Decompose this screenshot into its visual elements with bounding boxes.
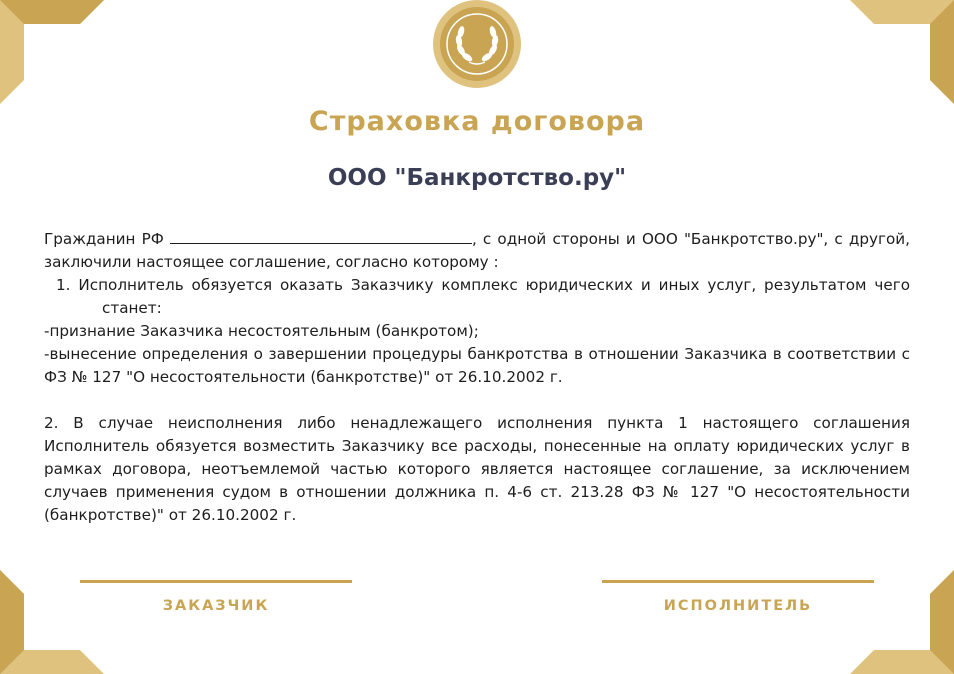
clause-1-bullet-2: -вынесение определения о завершении процедуры банкротства в отношении Заказчика в соответствии с ФЗ № 127 "О несостоятельности (банкротстве)" от 26.10.2002 г. (44, 345, 910, 386)
corner-ornament-bottom-right (850, 570, 954, 674)
intro-paragraph (44, 228, 910, 274)
corner-ornament-top-right (850, 0, 954, 104)
contractor-label: ИСПОЛНИТЕЛЬ (663, 598, 813, 614)
clause-1: 1. Исполнитель обязуется оказать Заказчику комплекс юридических и иных услуг, результатом чего станет: (56, 276, 910, 317)
citizen-name-blank (170, 228, 472, 244)
intro-text-before: Гражданин РФ (44, 230, 170, 248)
contractor-signature-line (602, 580, 874, 583)
corner-ornament-top-left (0, 0, 104, 104)
company-name: ООО "Банкротство.ру" (327, 165, 627, 191)
clause-2: 2. В случае неисполнения либо ненадлежащего исполнения пункта 1 настоящего соглашения Исполнитель обязуется возместить Заказчику все расходы, понесенные на оплату юридических услуг в рамках договора, неотъемлемой частью которого является настоящее соглашение, за исключением случаев применения судом в отношении должника п. 4-6 ст. 213.28 ФЗ № 127 "О несостоятельности (банкротстве)" от 26.10.2002 г. (44, 414, 910, 524)
laurel-wreath-seal-icon (431, 0, 523, 92)
clause-1-bullet-1: -признание Заказчика несостоятельным (банкротом); (44, 322, 479, 340)
agreement-body (44, 228, 910, 527)
paragraph-gap (44, 389, 910, 412)
customer-signature-line (80, 580, 352, 583)
document-title: Страховка договора (308, 106, 646, 137)
customer-label: ЗАКАЗЧИК (162, 598, 270, 614)
intro-text-after: , с одной стороны и ООО "Банкротство.ру", с другой, заключили настоящее соглашение, согласно которому : (44, 230, 910, 271)
corner-ornament-bottom-left (0, 570, 104, 674)
